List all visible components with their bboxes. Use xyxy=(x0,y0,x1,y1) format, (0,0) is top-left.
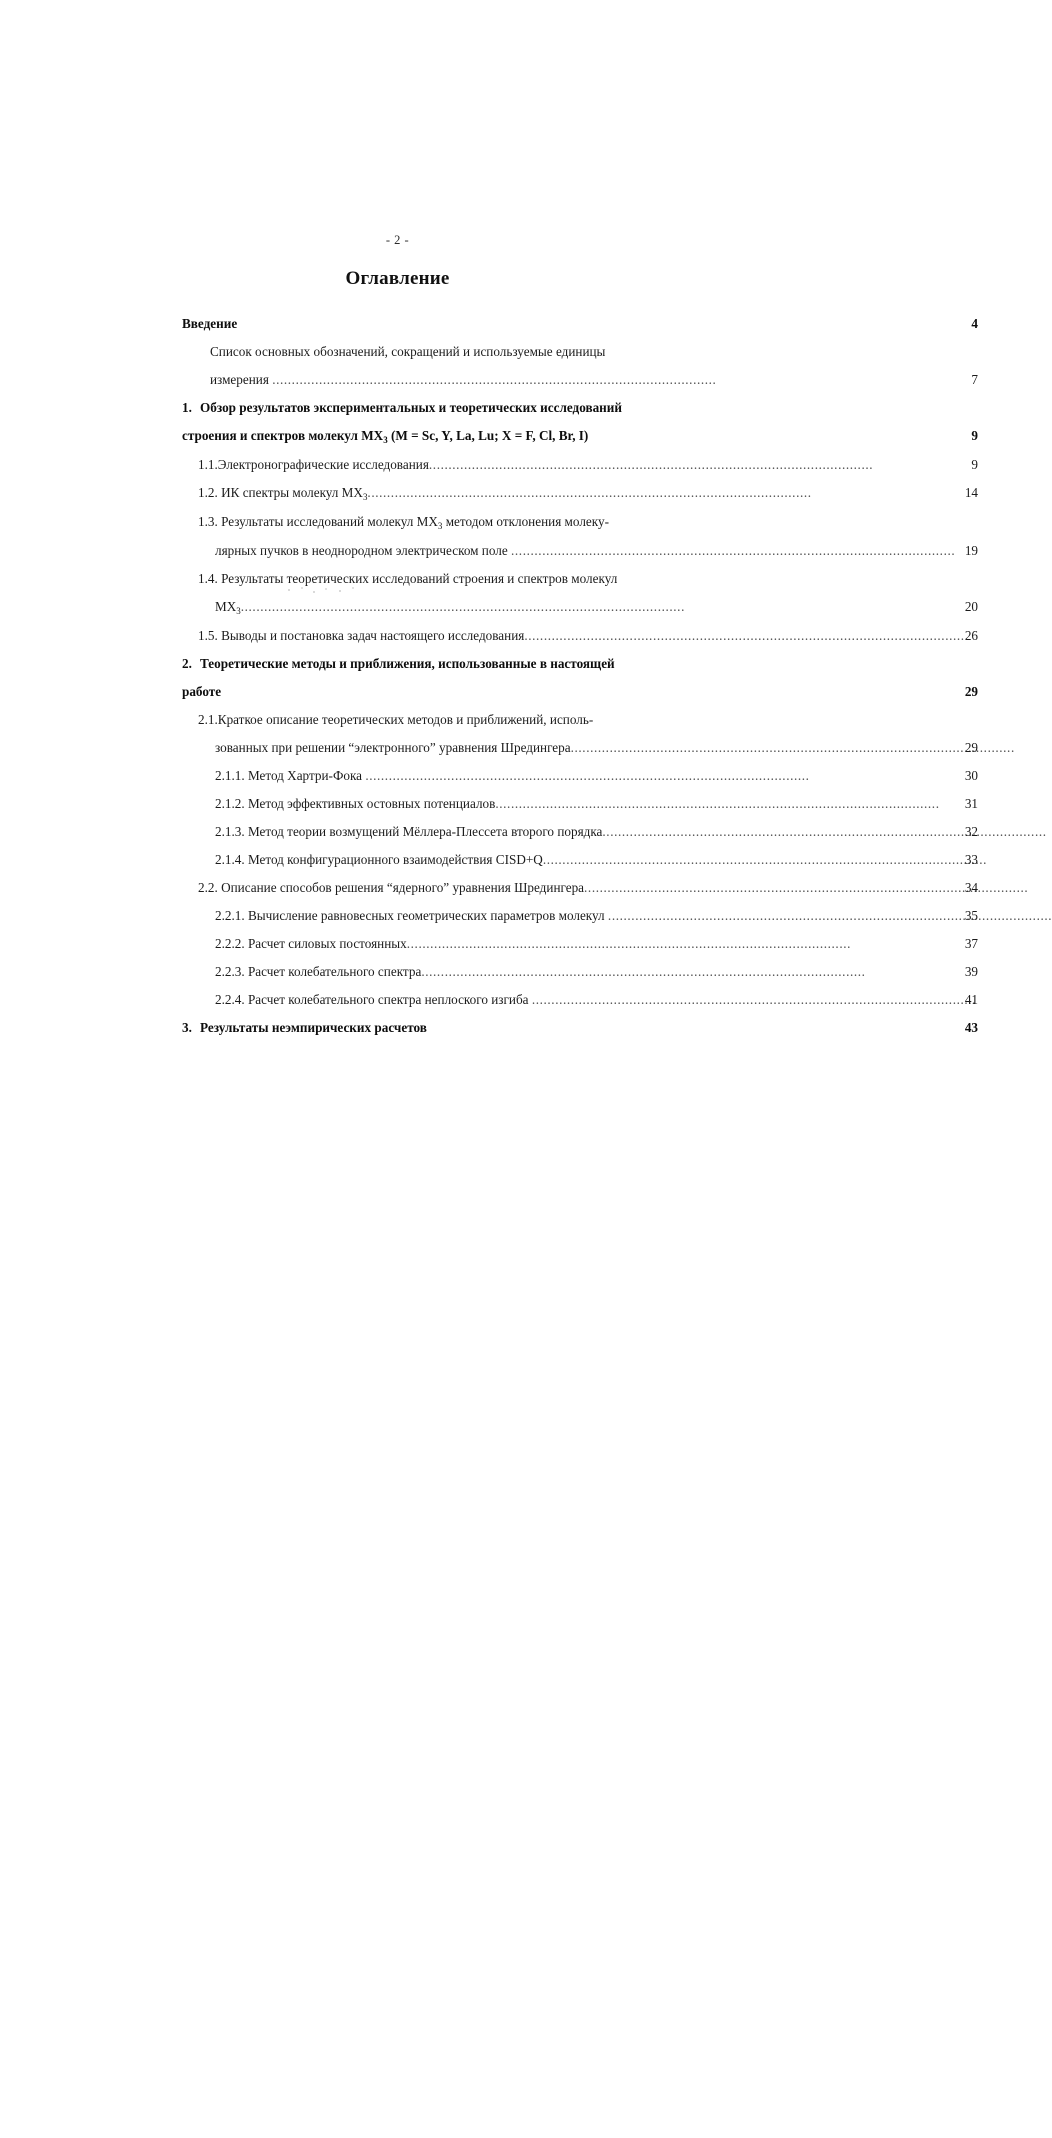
toc-page-number: 14 xyxy=(964,485,978,500)
document-page xyxy=(0,0,978,1124)
subscript: 3 xyxy=(437,520,443,531)
toc-entry-label: 1.5. Выводы и постановка задач настоящего исследования xyxy=(198,628,525,643)
subscript: 3 xyxy=(362,491,368,502)
toc-entry-label: 2. Теоретические методы и приближения, использованные в настоящей xyxy=(182,650,615,678)
toc-entry-label: 2.1.1. Метод Хартри-Фока xyxy=(215,768,366,783)
toc-entry-label: строения и спектров молекул $MX_3$ (M = Sc, Y, La, Lu; X = F, Cl, Br, I) xyxy=(182,428,589,445)
toc-entry[interactable] xyxy=(182,622,978,650)
toc-entry-label: Список основных обозначений, сокращений и используемые единицы xyxy=(210,344,606,359)
page-title: Оглавление xyxy=(345,268,450,289)
subscript: 3 xyxy=(236,605,241,616)
toc-entry[interactable] xyxy=(182,338,650,366)
toc-entry-label: 2.1.4. Метод конфигурационного взаимодействия CISD+Q xyxy=(215,852,543,867)
toc-entry[interactable] xyxy=(182,366,978,394)
toc-entry-label: 3. Результаты неэмпирических расчетов xyxy=(182,1014,427,1042)
toc-entry[interactable] xyxy=(182,706,650,734)
toc-page-number: 31 xyxy=(964,796,978,811)
toc-entry[interactable] xyxy=(182,902,978,930)
toc-entry[interactable] xyxy=(182,508,650,537)
toc-entry[interactable] xyxy=(182,930,978,958)
subscript: 3 xyxy=(383,434,388,445)
toc-entry-number: 1. xyxy=(182,400,192,415)
toc-entry-label: 2.2.3. Расчет колебательного спектра xyxy=(215,964,422,979)
toc-entry-label: 2.2.2. Расчет силовых постоянных xyxy=(215,936,407,951)
toc-entry[interactable] xyxy=(182,790,978,818)
toc-entry[interactable] xyxy=(182,958,978,986)
toc-entry-label: измерения xyxy=(210,372,273,387)
toc-page-number: 29 xyxy=(964,684,978,699)
toc-entry-label: 2.2.1. Вычисление равновесных геометрических параметров молекул xyxy=(215,908,608,923)
toc-entry[interactable] xyxy=(182,1014,978,1042)
toc-page-number: 30 xyxy=(964,768,978,783)
toc-entry-number: 3. xyxy=(182,1020,192,1035)
toc-page-number: 33 xyxy=(964,852,978,867)
toc-entry-label: 2.2.4. Расчет колебательного спектра неплоского изгиба xyxy=(215,992,532,1007)
toc-entry-label: $MX_3$ xyxy=(215,599,241,616)
toc-page-number: 32 xyxy=(964,824,978,839)
toc-entry-label: 2.1.Краткое описание теоретических методов и приближений, исполь- xyxy=(198,712,594,727)
toc-page-number: 39 xyxy=(964,964,978,979)
toc-entry-label: 2.1.3. Метод теории возмущений Мёллера-Плессета второго порядка xyxy=(215,824,603,839)
toc-entry-label: 1.2. ИК спектры молекул $MX_3$ xyxy=(198,485,368,502)
toc-entry-label: 1.4. Результаты теоретических исследований строения и спектров молекул xyxy=(198,571,618,586)
page-folio: - 2 - xyxy=(385,233,410,247)
toc-page-number: 4 xyxy=(971,316,978,331)
toc-entry[interactable] xyxy=(182,846,978,874)
toc-entry[interactable] xyxy=(182,310,978,338)
toc-page-number: 41 xyxy=(964,992,978,1007)
toc-page-number: 34 xyxy=(964,880,978,895)
toc-entry[interactable] xyxy=(182,762,978,790)
toc-entry-number: 2. xyxy=(182,656,192,671)
toc-entry-label: 1.3. Результаты исследований молекул $MX_3$ методом отклонения молеку- xyxy=(198,514,609,531)
toc-entry[interactable] xyxy=(182,394,650,422)
toc-entry-label: зованных при решении “электронного” уравнения Шредингера xyxy=(215,740,571,755)
toc-entry[interactable] xyxy=(182,451,978,479)
toc-entry[interactable] xyxy=(182,537,978,565)
toc-entry[interactable] xyxy=(182,986,978,1014)
toc-entry[interactable] xyxy=(182,422,978,451)
toc-entry[interactable] xyxy=(182,565,650,593)
toc-page-number: 9 xyxy=(971,428,978,443)
toc-entry-label: 2.1.2. Метод эффективных остовных потенциалов xyxy=(215,796,496,811)
toc-page-number: 20 xyxy=(964,599,978,614)
toc-entry[interactable] xyxy=(182,479,978,508)
toc-entry-label: 1.1.Электронографические исследования xyxy=(198,457,429,472)
toc-page-number: 9 xyxy=(971,457,978,472)
table-of-contents xyxy=(182,310,978,1042)
toc-entry-label: лярных пучков в неоднородном электрическом поле xyxy=(215,543,512,558)
toc-page-number: 7 xyxy=(971,372,978,387)
toc-page-number: 19 xyxy=(964,543,978,558)
toc-entry-label: Введение xyxy=(182,316,238,331)
toc-page-number: 43 xyxy=(964,1020,978,1035)
toc-entry[interactable] xyxy=(182,818,978,846)
toc-entry[interactable] xyxy=(182,734,978,762)
toc-entry[interactable] xyxy=(182,593,978,622)
toc-page-number: 37 xyxy=(964,936,978,951)
toc-entry-label: 1. Обзор результатов экспериментальных и теоретических исследований xyxy=(182,394,622,422)
toc-entry-label: работе xyxy=(182,684,222,699)
toc-entry[interactable] xyxy=(182,650,650,678)
toc-page-number: 35 xyxy=(964,908,978,923)
toc-entry-label: 2.2. Описание способов решения “ядерного” уравнения Шредингера xyxy=(198,880,585,895)
toc-page-number: 29 xyxy=(964,740,978,755)
toc-page-number: 26 xyxy=(964,628,978,643)
toc-entry[interactable] xyxy=(182,874,978,902)
toc-entry[interactable] xyxy=(182,678,978,706)
